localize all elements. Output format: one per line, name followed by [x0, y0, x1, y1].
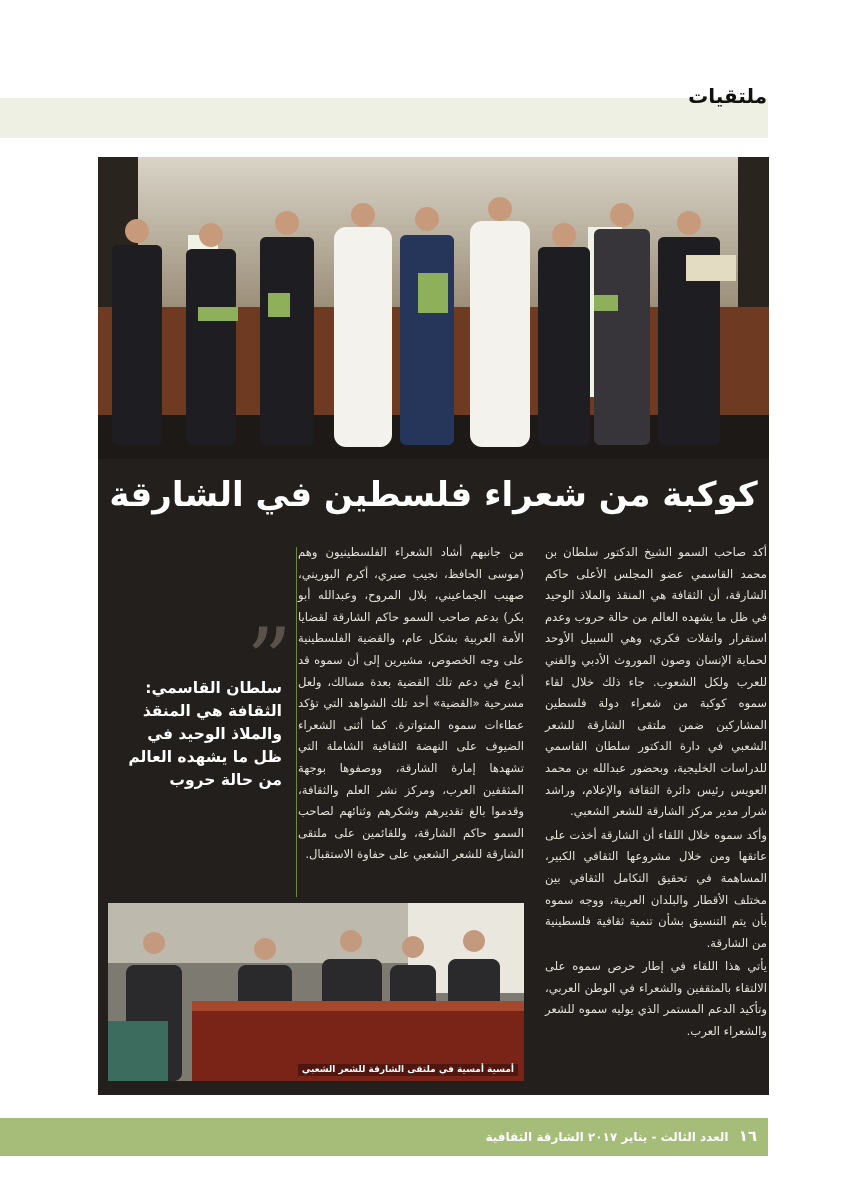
- photo-caption: أمسية أمسية في ملتقى الشارقة للشعر الشعبي: [298, 1064, 518, 1076]
- section-band: [0, 98, 768, 138]
- footer: [485, 1127, 757, 1145]
- issue-label: العدد الثالث - يناير ٢٠١٧: [587, 1130, 729, 1144]
- pull-quote-line: سلطان القاسمي:: [145, 679, 282, 697]
- pull-quote-line: الثقافة هي المنقذ: [142, 702, 282, 720]
- pull-quote-line: من حالة حروب: [169, 771, 282, 789]
- paragraph: يأتي هذا اللقاء في إطار حرص سموه على الالتقاء بالمثقفين والشعراء في الوطن العربي، وتأكيد الدعم المستمر الذي يوليه سموه للشعر والشعراء العرب.: [545, 959, 767, 1039]
- paragraph: من جانبهم أشاد الشعراء الفلسطينيون وهم (موسى الحافظ، نجيب صبري، أكرم البوريني، صهيب الجماعيني، بلال المروح، وعبدالله أبو بكر) بدعم صاحب السمو حاكم الشارقة لقضايا الأمة العربية بشكل عام، والقضية الفلسطينية على وجه الخصوص، مشيرين إلى أن سموه قد أبدع في دعم تلك القضية بعدة مسالك، ولعل مسرحية «القضية» أحد تلك الشواهد التي تؤكد عطاءات سموه المتواترة. كما أثنى الشعراء الضيوف على النهضة الثقافية الشاملة التي تشهدها إمارة الشارقة، ووصفوها بوجهة المثقفين العرب، ومركز نشر العلم والثقافة، وقدموا بالغ تقديرهم وشكرهم وثنائهم لصاحب السمو حاكم الشارقة، وللقائمين على ملتقى الشارقة للشعر الشعبي على حفاوة الاستقبال.: [298, 545, 524, 862]
- pull-quote-line: ظل ما يشهده العالم: [128, 748, 282, 766]
- paragraph: أكد صاحب السمو الشيخ الدكتور سلطان بن محمد القاسمي عضو المجلس الأعلى حاكم الشارقة، أن الثقافة هي المنقذ والملاذ الوحيد في ظل ما يشهده العالم من حالة حروب وعدم استقرار وانفلات فكري، وهي السبيل الأوحد لحماية الإنسان وصون الموروث الأدبي والفني للعرب ولكل الشعوب. جاء ذلك خلال لقاء سموه كوكبة من شعراء دولة فلسطين المشاركين ضمن ملتقى الشارقة للشعر الشعبي في دارة الدكتور سلطان القاسمي للدراسات الخليجية، وبحضور عبدالله بن محمد العويس رئيس دائرة الثقافة والإعلام، وراشد شرار مدير مركز الشارقة للشعر الشعبي.: [545, 545, 767, 819]
- article-column-middle: [298, 542, 524, 866]
- article-column-right: [545, 542, 767, 1045]
- column-divider: [296, 547, 297, 897]
- group-photo: [98, 157, 769, 459]
- article-headline: كوكبة من شعراء فلسطين في الشارقة: [109, 475, 758, 515]
- paragraph: وأكد سموه خلال اللقاء أن الشارقة أخذت على عاتقها ومن خلال مشروعها الثقافي الكبير، المساهمة في تحقيق التكامل الثقافي بين مختلف الأقطار والبلدان العربية، ووجه سموه بأن يتم التنسيق بشأن تنمية ثقافية فلسطينية من الشارقة.: [545, 827, 767, 950]
- pull-quote-line: والملاذ الوحيد في: [147, 725, 282, 743]
- quote-mark-icon: ”: [246, 609, 293, 714]
- article-panel: [98, 157, 769, 1095]
- page-number: ١٦: [738, 1127, 757, 1145]
- section-title: ملتقيات: [688, 84, 767, 108]
- pull-quote: [110, 677, 282, 792]
- magazine-name: الشارقة الثقافية: [485, 1130, 584, 1144]
- event-photo: [108, 903, 524, 1081]
